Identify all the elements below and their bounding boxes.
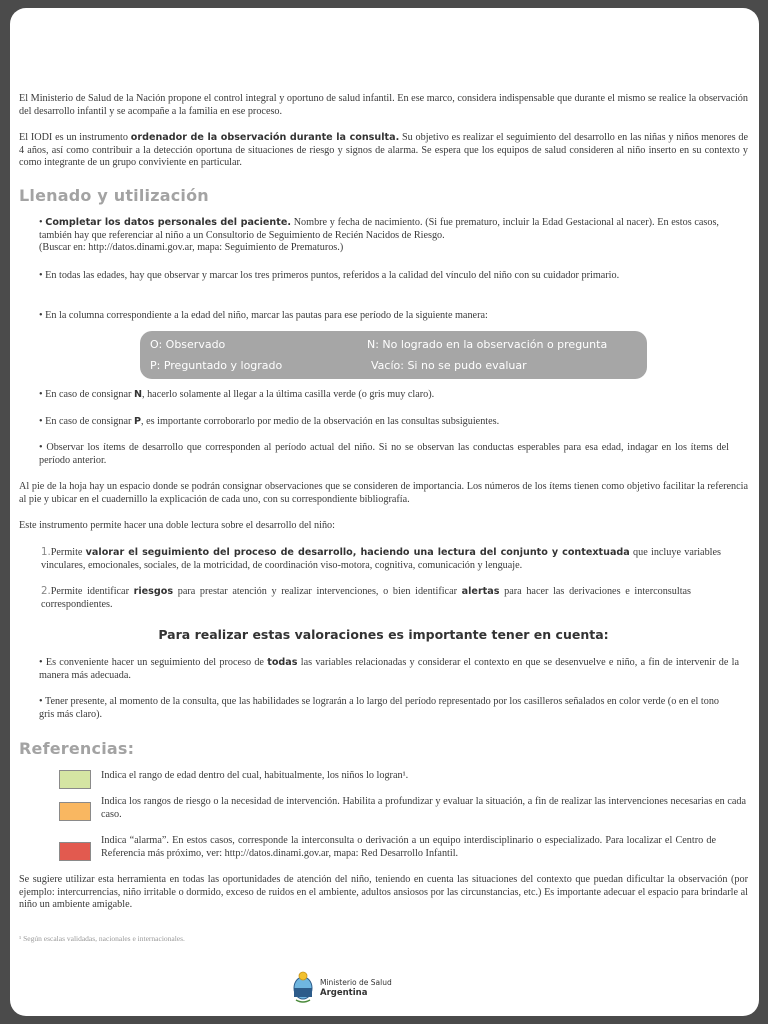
reference-text-green: Indica el rango de edad dentro del cual, habitualmente, los niños lo logran¹. [101, 770, 409, 781]
text: Permite [50, 547, 86, 558]
footnote: ¹ Según escalas validadas, nacionales e internacionales. [19, 934, 185, 943]
coat-of-arms-icon [290, 970, 316, 1004]
bullet-bold: Completar los datos personales del paciente. [45, 217, 291, 228]
text-rest: , hacerlo solamente al llegar a la última casilla verde (o gris muy claro). [141, 389, 435, 400]
logo-line2: Argentina [320, 988, 368, 998]
numbered-item-1 [41, 547, 721, 572]
legend-box [140, 331, 647, 379]
bullet-consignar-p [39, 416, 739, 429]
intro-paragraph-2 [19, 132, 748, 170]
reference-text-orange: Indica los rangos de riesgo o la necesidad de intervención. Habilita a profundizar y evaluar la situación, a fin de realizar las intervenciones necesarias en cada caso. [101, 796, 746, 820]
text-rest: , es importante corroborarlo por medio de la observación en las consultas subsiguientes. [141, 416, 500, 427]
section-subheading-valoraciones: Para realizar estas valoraciones es importante tener en cuenta: [158, 627, 609, 642]
text: En caso de consignar [45, 416, 134, 427]
legend-preguntado: P: Preguntado y logrado [150, 359, 283, 372]
document-page [10, 8, 759, 1016]
reference-swatch-orange [59, 802, 91, 821]
text-rest: para hacer las derivaciones e interconsultas correspondientes. [41, 586, 692, 610]
bullet-consignar-n [39, 389, 739, 402]
intro-bold: ordenador de la observación durante la consulta. [130, 132, 400, 143]
bold-riesgos: riesgos [133, 586, 174, 597]
text: Es conveniente hacer un seguimiento del proceso de [45, 657, 268, 668]
closing-paragraph: Se sugiere utilizar esta herramienta en todas las oportunidades de atención del niño, teniendo en cuenta las situaciones del contexto que puedan dificultar la observación (por ejemplo: intercurrencias, niño irritable o dormido, exceso de ruidos en el ambiente, adultos ansiosos por las circunstancias, etc.) Es importante adecuar el espacio para brindarle al niño un ambiente amigable. [19, 874, 748, 910]
paragraph-pie-hoja: Al pie de la hoja hay un espacio donde se podrán consignar observaciones que se consideren de importancia. Los números de los ítems tienen como objetivo facilitar la referencia al pie y ubicar en el cuadernillo la explicación de cada uno, con su correspondiente bibliografía. [19, 481, 748, 505]
reference-swatch-red [59, 842, 91, 861]
legend-no-logrado: N: No logrado en la observación o pregunta [367, 338, 608, 351]
bullet-text: Nombre y fecha de nacimiento. (Si fue prematuro, incluir la Edad Gestacional al nacer). En estos casos, también hay que referenciar al niño a un Consultorio de Seguimiento de Recién Nacidos de Riesgo. [39, 217, 719, 241]
bullet-columna: • En la columna correspondiente a la edad del niño, marcar las pautas para ese período de la siguiente manera: [39, 310, 739, 323]
bold-n: N [133, 389, 142, 400]
text: para prestar atención y realizar intervenciones, o bien identificar [173, 586, 462, 597]
reference-swatch-green [59, 770, 91, 789]
bullet-todas-edades: • En todas las edades, hay que observar y marcar los tres primeros puntos, referidos a la calidad del vínculo del niño con su cuidador primario. [39, 270, 639, 283]
bold-p: P [133, 416, 141, 427]
item-number: 1. [41, 547, 51, 558]
logo-line1: Ministerio de Salud [320, 978, 392, 987]
ministerio-logo [290, 970, 400, 1004]
bold-text: valorar el seguimiento del proceso de desarrollo, haciendo una lectura del conjunto y contextuada [85, 547, 630, 558]
section-title-referencias: Referencias: [19, 739, 135, 758]
text: Permite identificar [50, 586, 134, 597]
bullet-tener-presente: • Tener presente, al momento de la consulta, que las habilidades se lograrán a lo largo del período representado por los casilleros señalados en color verde (o en el tono gris más claro). [39, 696, 719, 721]
section-title-llenado: Llenado y utilización [19, 186, 209, 205]
bold-todas: todas [267, 657, 298, 668]
item-number: 2. [41, 586, 51, 597]
intro-text-rest: Su objetivo es realizar el seguimiento del desarrollo en las niñas y niños menores de 4 años, así como contribuir a la detección oportuna de situaciones de riesgo y signos de alarma. Se espera que los equipos de salud consideren al niño inserto en su contexto y como integrante de un grupo conviviente en particular. [19, 132, 748, 168]
bold-alertas: alertas [461, 586, 500, 597]
text-rest: las variables relacionadas y considerar el contexto en que se desenvuelve e niño, a fin de intervenir de la manera más adecuada. [39, 657, 739, 681]
bullet-observar-items: • Observar los ítems de desarrollo que corresponden al período actual del niño. Si no se observan las conductas esperables para esa edad, indagar en los ítems del período anterior. [39, 442, 729, 467]
text-rest: que incluye variables vinculares, emocionales, sociales, de la motricidad, de coordinación viso-motora, cognitiva, comunicación y lenguaje. [41, 547, 721, 571]
bullet-datos-personales [39, 217, 719, 255]
legend-observado: O: Observado [150, 338, 226, 351]
prematuros-link-text: (Buscar en: http://datos.dinami.gov.ar, mapa: Seguimiento de Prematuros.) [39, 242, 344, 253]
intro-paragraph-1: El Ministerio de Salud de la Nación propone el control integral y oportuno de salud infantil. En ese marco, considera indispensable que durante el mismo se realice la observación del desarrollo infantil y se acompañe a la familia en ese proceso. [19, 93, 748, 117]
legend-vacio: Vacío: Si no se pudo evaluar [371, 359, 527, 372]
text: En caso de consignar [45, 389, 134, 400]
paragraph-doble-lectura: Este instrumento permite hacer una doble lectura sobre el desarrollo del niño: [19, 520, 335, 531]
logo-text [320, 978, 392, 998]
bullet-seguimiento [39, 657, 739, 682]
reference-text-red: Indica “alarma”. En estos casos, corresponde la interconsulta o derivación a un equipo interdisciplinario o especializado. Para localizar el Centro de Referencia más próximo, ver: http://datos.dinami.gov.ar, mapa: Red Desarrollo Infantil. [101, 835, 716, 859]
intro-text: El IODI es un instrumento [19, 132, 131, 143]
numbered-item-2 [41, 586, 691, 611]
